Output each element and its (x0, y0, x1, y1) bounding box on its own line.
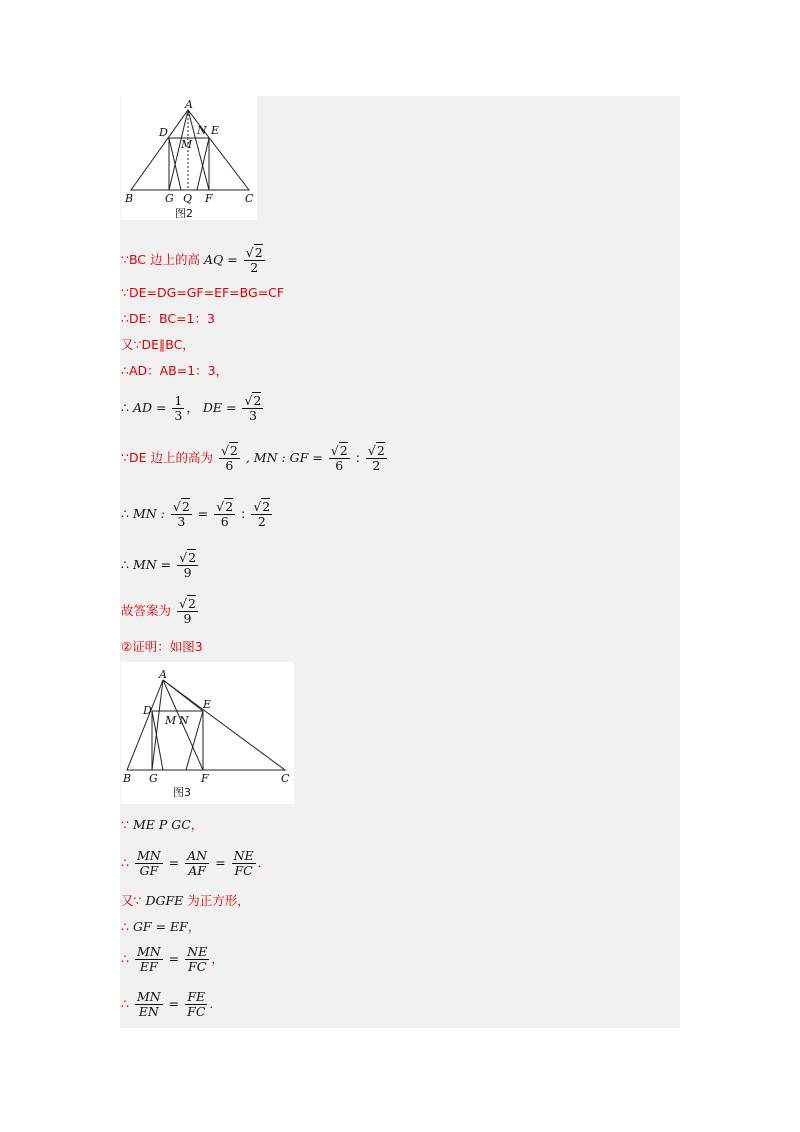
fig2-label-b: B (125, 192, 134, 205)
line-1: ∵BC 边上的高 AQ = $\frac{√2}{2}$ (121, 245, 263, 275)
figure-2-caption: 图2 (175, 207, 193, 220)
fig2-label-a: A (185, 98, 193, 111)
fig3-label-d: D (143, 704, 152, 717)
fig3-label-b: B (123, 772, 132, 785)
line-12: ∵ ME P GC， (121, 817, 204, 832)
line-17: ∴ $\frac{MN}{EN}$ = $\frac{FE}{FC}$ ． (121, 989, 222, 1019)
line-9: ∴ MN = $\frac{√2}{9}$ (121, 550, 197, 580)
figure-3 (121, 662, 294, 804)
fig3-label-a: A (159, 668, 167, 681)
fig2-label-d: D (159, 126, 168, 139)
fig2-label-g: G (165, 192, 174, 205)
figure-2 (121, 96, 257, 220)
line-2: ∵DE=DG=GF=EF=BG=CF (121, 285, 285, 300)
line-3: ∴DE：BC=1：3 (121, 311, 215, 326)
line-4: 又∵DE∥BC， (121, 337, 195, 352)
fig2-label-n: N (197, 124, 207, 137)
content-panel (120, 96, 680, 1028)
line-10: 故答案为 $\frac{√2}{9}$ (121, 596, 196, 626)
line-13: ∴ $\frac{MN}{GF}$ = $\frac{AN}{AF}$ = $\frac{NE}{FC}$ ． (121, 848, 271, 878)
fig3-label-c: C (281, 772, 290, 785)
fig2-label-c: C (245, 192, 254, 205)
line-15: ∴ GF = EF， (121, 919, 201, 934)
line-11: ②证明：如图3 (121, 639, 203, 654)
line-16: ∴ $\frac{MN}{EF}$ = $\frac{NE}{FC}$ ， (121, 944, 224, 974)
fig3-label-n: N (179, 714, 189, 727)
line-8: ∴ MN : $\frac{√2}{3}$ = $\frac{√2}{6}$ : $\frac{√2}{2}$ (121, 499, 271, 529)
line-5: ∴AD：AB=1：3， (121, 363, 229, 378)
fig2-label-f: F (205, 192, 213, 205)
figure-3-diagram (121, 662, 294, 804)
line-6: ∴ AD = $\frac{1}{3}$ ， DE = $\frac{√2}{3}$ (121, 393, 262, 423)
fig2-label-q: Q (183, 192, 193, 205)
figure-2-diagram (121, 96, 257, 220)
line-7: ∵DE 边上的高为 $\frac{√2}{6}$ , MN : GF = $\frac{√2}{6}$ : $\frac{√2}{2}$ (121, 443, 385, 473)
fig3-label-g: G (149, 772, 158, 785)
line-14: 又∵ DGFE 为正方形， (121, 893, 250, 908)
fig3-label-m: M (165, 714, 177, 727)
fig3-label-f: F (201, 772, 209, 785)
figure-3-caption: 图3 (173, 786, 191, 799)
fig2-label-e: E (211, 124, 220, 137)
fig2-label-m: M (181, 138, 193, 151)
fig3-label-e: E (203, 698, 212, 711)
triangle-abc-3 (127, 680, 285, 770)
square-dgfe-3 (152, 711, 203, 770)
